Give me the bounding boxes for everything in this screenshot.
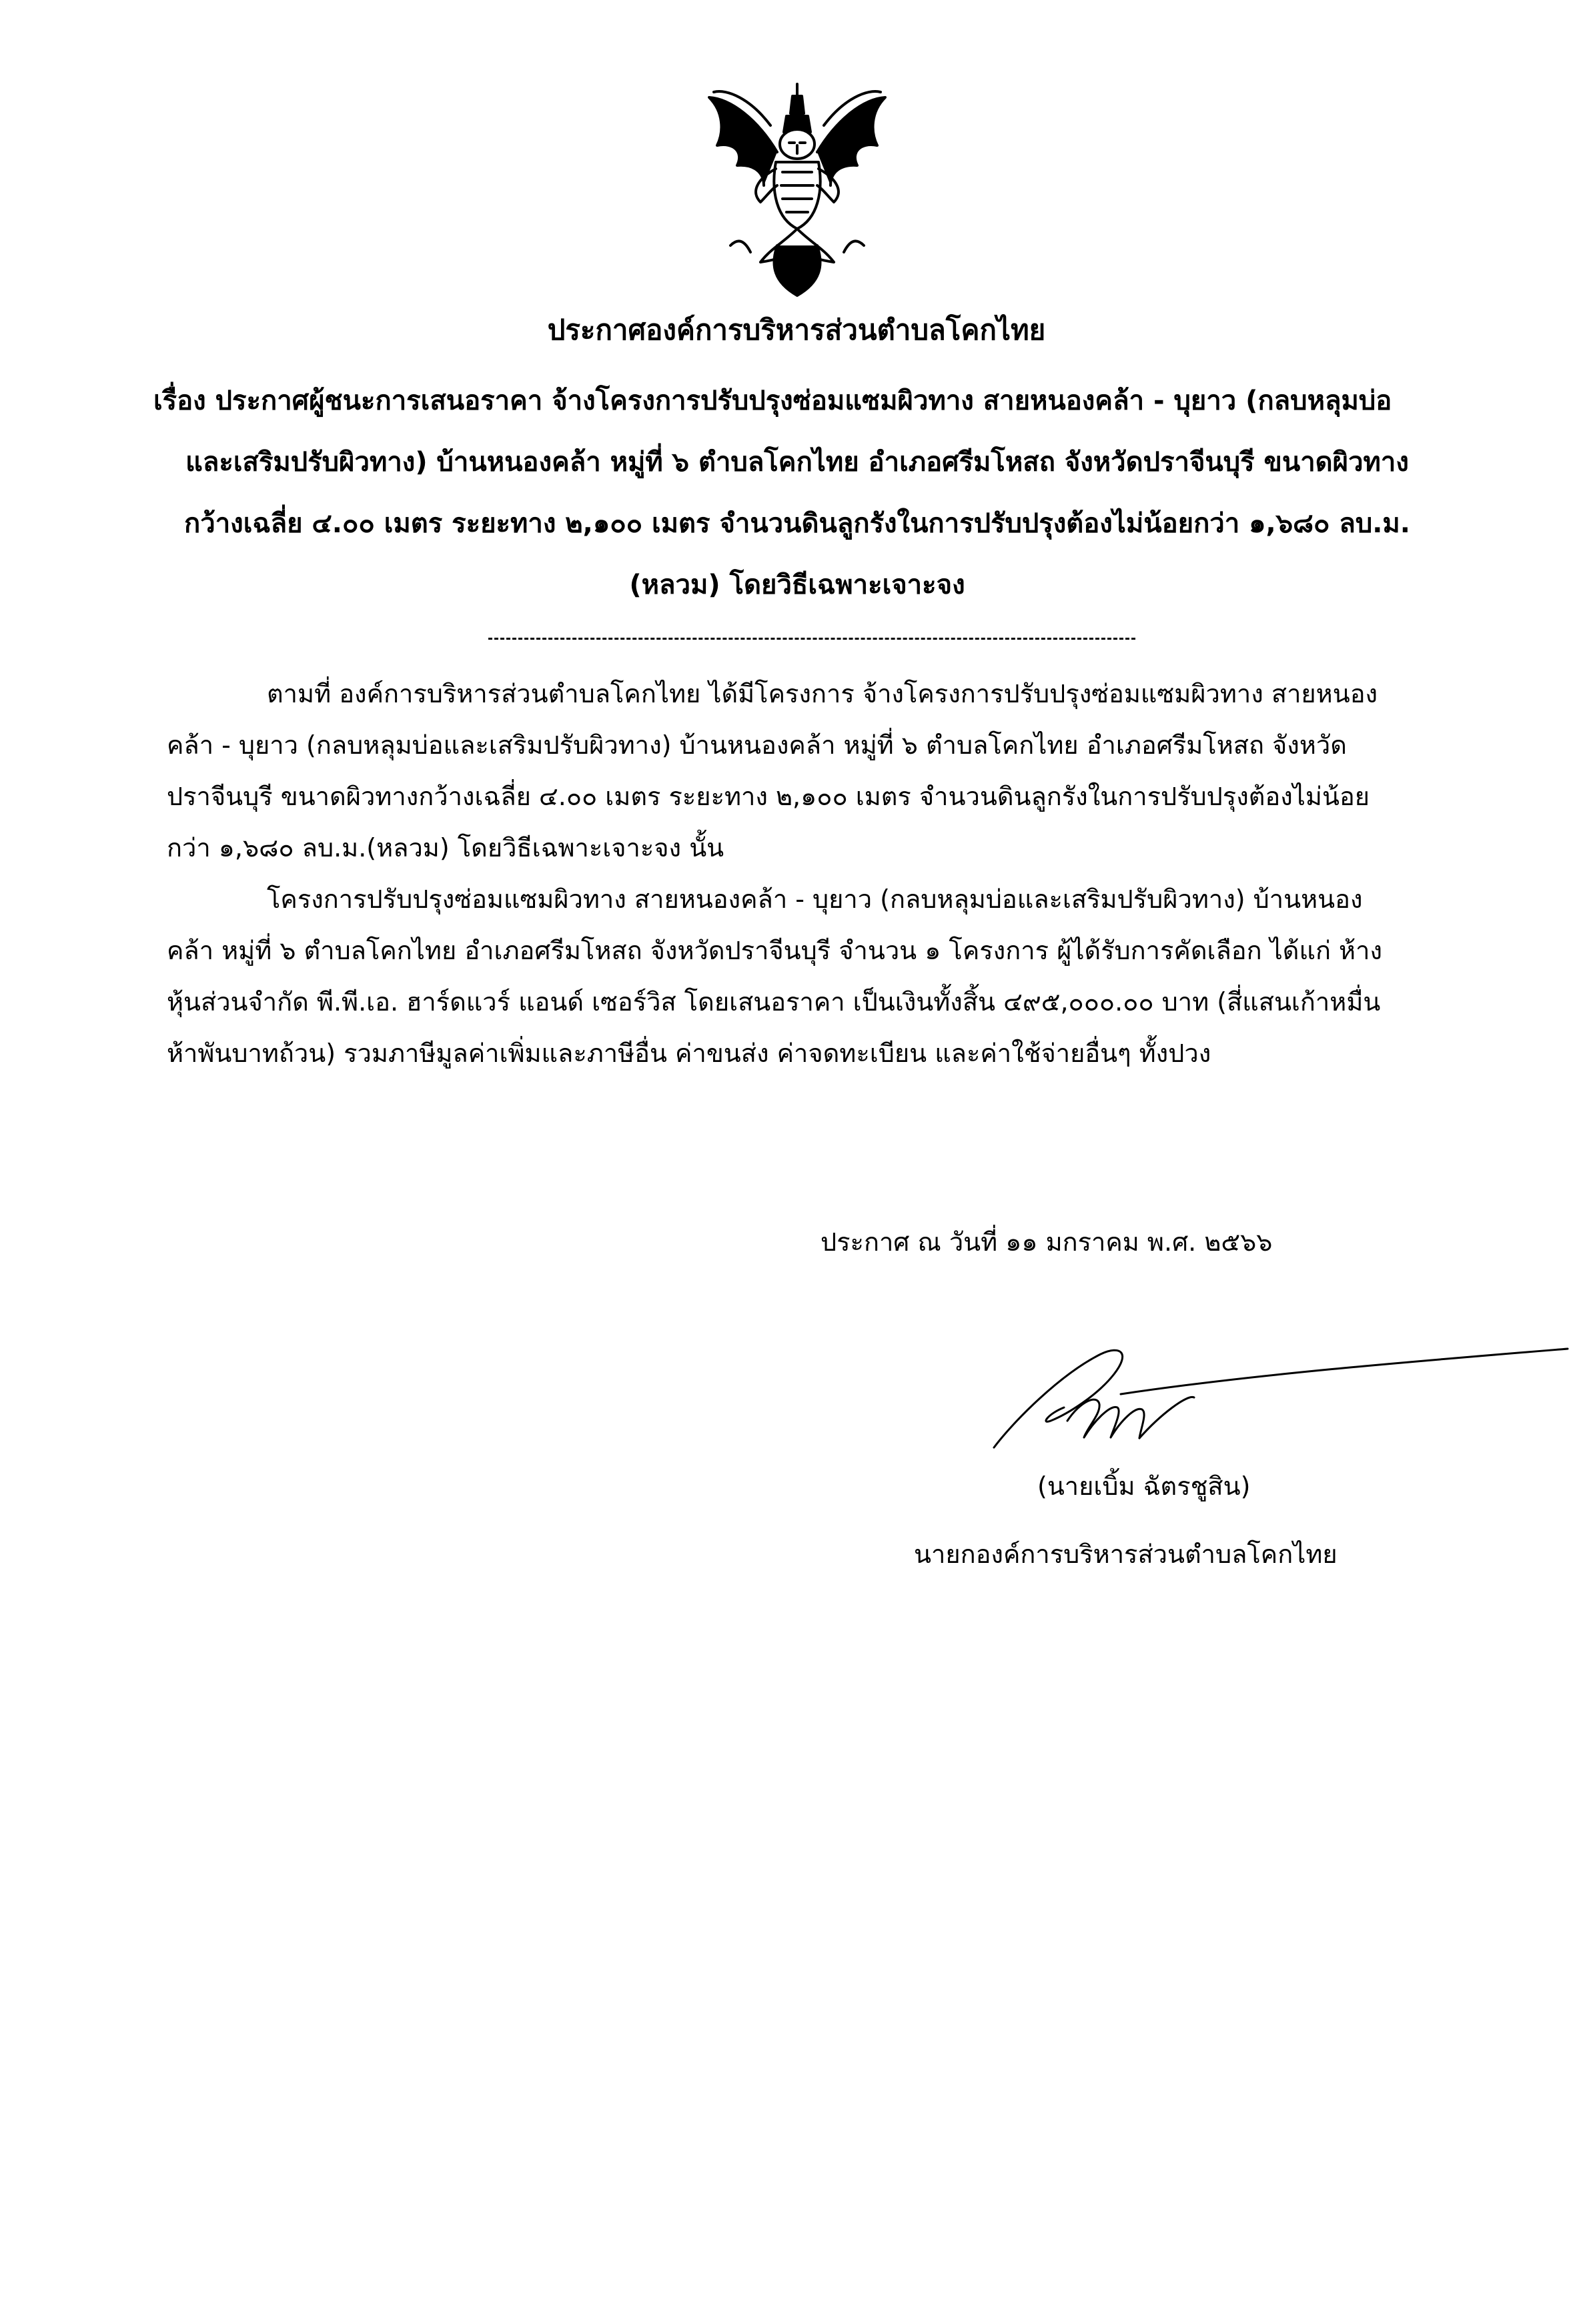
subject-line: และเสริมปรับผิวทาง) บ้านหนองคล้า หมู่ที่ ๖ ตำบลโคกไทย อำเภอศรีมโหสถ จังหวัดปราจีนบุรี ขนาดผิวทาง — [185, 447, 1409, 478]
paragraph-line: หุ้นส่วนจำกัด พี.พี.เอ. ฮาร์ดแวร์ แอนด์ เซอร์วิส โดยเสนอราคา เป็นเงินทั้งสิ้น ๔๙๕,๐๐๐.๐๐ บาท (สี่แสนเก้าหมื่น — [167, 987, 1381, 1017]
subject-line: เรื่อง ประกาศผู้ชนะการเสนอราคา จ้างโครงการปรับปรุงซ่อมแซมผิวทาง สายหนองคล้า - บุยาว (กลบหลุมบ่อ — [153, 386, 1392, 416]
dashed-separator — [488, 638, 1135, 640]
subject-line: กว้างเฉลี่ย ๔.๐๐ เมตร ระยะทาง ๒,๑๐๐ เมตร จำนวนดินลูกรังในการปรับปรุงต้องไม่น้อยกว่า ๑,๖๘๐ ลบ.ม. — [184, 508, 1410, 539]
paragraph-line: คล้า หมู่ที่ ๖ ตำบลโคกไทย อำเภอศรีมโหสถ จังหวัดปราจีนบุรี จำนวน ๑ โครงการ ผู้ได้รับการคัดเลือก ได้แก่ ห้าง — [167, 936, 1382, 965]
announcement-body — [167, 668, 1441, 1079]
paragraph-line: คล้า - บุยาว (กลบหลุมบ่อและเสริมปรับผิวทาง) บ้านหนองคล้า หมู่ที่ ๖ ตำบลโคกไทย อำเภอศรีมโหสถ จังหวัด — [167, 730, 1347, 760]
signer-name: (นายเบิ้ม ฉัตรชูสิน) — [1037, 1472, 1251, 1501]
announcement-date: ประกาศ ณ วันที่ ๑๑ มกราคม พ.ศ. ๒๕๖๖ — [821, 1227, 1273, 1257]
handwritten-signature-icon — [987, 1321, 1574, 1481]
paragraph-line: ห้าพันบาทถ้วน) รวมภาษีมูลค่าเพิ่มและภาษีอื่น ค่าขนส่ง ค่าจดทะเบียน และค่าใช้จ่ายอื่นๆ ทั้งปวง — [167, 1039, 1211, 1068]
announcement-subject — [153, 370, 1441, 616]
signer-position: นายกองค์การบริหารส่วนตำบลโคกไทย — [914, 1540, 1338, 1569]
subject-line: (หลวม) โดยวิธีเฉพาะเจาะจง — [629, 570, 965, 600]
paragraph-line: ปราจีนบุรี ขนาดผิวทางกว้างเฉลี่ย ๔.๐๐ เมตร ระยะทาง ๒,๑๐๐ เมตร จำนวนดินลูกรังในการปรับปรุงต้องไม่น้อย — [167, 782, 1370, 811]
paragraph-line: ตามที่ องค์การบริหารส่วนตำบลโคกไทย ได้มีโครงการ จ้างโครงการปรับปรุงซ่อมแซมผิวทาง สายหนอง — [267, 679, 1378, 708]
organization-title: ประกาศองค์การบริหารส่วนตำบลโคกไทย — [547, 314, 1046, 346]
garuda-emblem-icon — [697, 79, 897, 302]
paragraph-line: โครงการปรับปรุงซ่อมแซมผิวทาง สายหนองคล้า - บุยาว (กลบหลุมบ่อและเสริมปรับผิวทาง) บ้านหนอง — [267, 885, 1363, 914]
paragraph-line: กว่า ๑,๖๘๐ ลบ.ม.(หลวม) โดยวิธีเฉพาะเจาะจง นั้น — [167, 833, 724, 862]
